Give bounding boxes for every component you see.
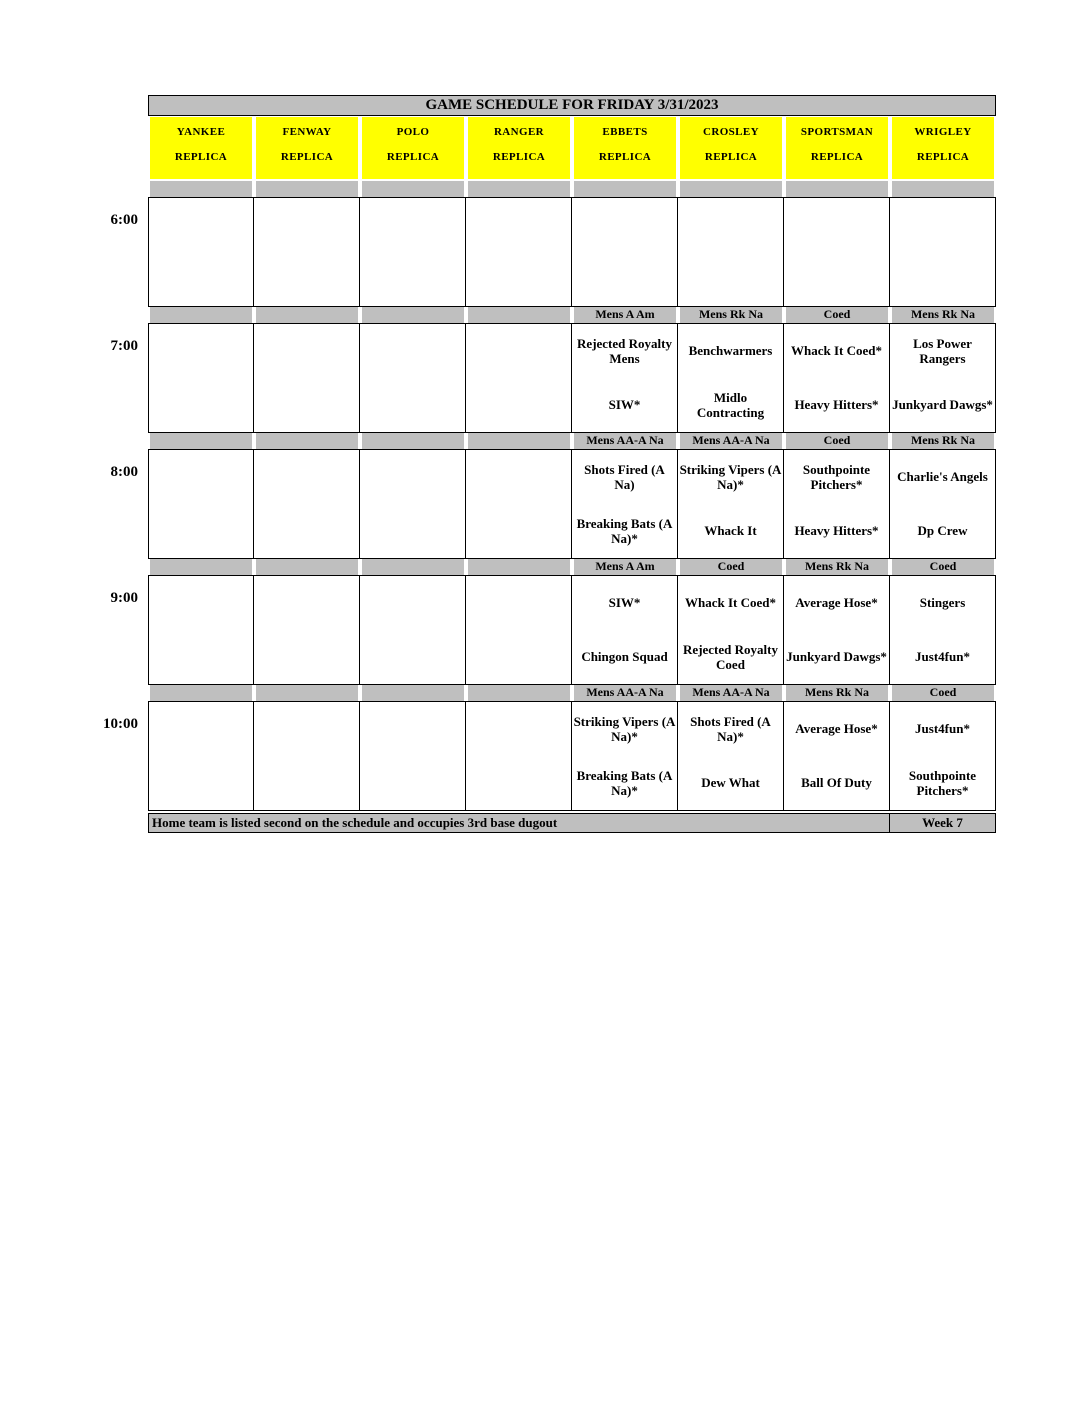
league-label	[150, 181, 252, 197]
league-cell	[890, 685, 996, 701]
league-label: Coed	[680, 559, 782, 575]
away-team	[360, 576, 465, 630]
league-label	[256, 433, 358, 449]
league-label: Mens AA-A Na	[574, 685, 676, 701]
league-row	[0, 685, 996, 701]
field-header-box	[574, 117, 676, 179]
league-label	[150, 433, 252, 449]
field-type: REPLICA	[916, 151, 970, 163]
field-header-box	[256, 117, 358, 179]
field-header-polo	[360, 117, 466, 179]
league-cell	[572, 559, 678, 575]
away-team	[466, 702, 571, 756]
game-cell	[148, 575, 254, 685]
game-cell	[572, 323, 678, 433]
game-cell	[148, 449, 254, 559]
title-row	[0, 95, 996, 116]
league-row	[0, 181, 996, 197]
game-cell	[254, 197, 360, 307]
league-label	[892, 181, 994, 197]
game-cell	[890, 197, 996, 307]
home-team	[254, 504, 359, 558]
game-row	[0, 449, 996, 559]
home-team	[572, 252, 677, 306]
game-cell	[678, 323, 784, 433]
league-cell	[360, 307, 466, 323]
league-cell	[784, 559, 890, 575]
time-label: 7:00	[110, 338, 138, 354]
home-team	[466, 756, 571, 810]
league-cell	[678, 181, 784, 197]
field-header-box	[892, 117, 994, 179]
field-header-fenway	[254, 117, 360, 179]
league-cell	[148, 685, 254, 701]
game-cell	[360, 701, 466, 811]
time-label: 6:00	[110, 212, 138, 228]
league-cell	[784, 307, 890, 323]
game-cell	[784, 197, 890, 307]
home-team: Junkyard Dawgs*	[786, 649, 887, 665]
away-team: Los Power Rangers	[913, 335, 972, 366]
away-team: Striking Vipers (A Na)*	[679, 461, 782, 492]
league-label: Mens AA-A Na	[680, 685, 782, 701]
league-label	[150, 307, 252, 323]
game-cell	[254, 449, 360, 559]
home-team	[466, 504, 571, 558]
home-team	[360, 504, 465, 558]
away-team	[466, 576, 571, 630]
away-team: Just4fun*	[915, 721, 970, 737]
league-cell	[678, 307, 784, 323]
field-type: REPLICA	[386, 151, 440, 163]
league-label	[786, 181, 888, 197]
field-header-box	[468, 117, 570, 179]
game-cell	[360, 575, 466, 685]
league-cell	[360, 685, 466, 701]
away-team	[360, 324, 465, 378]
away-team	[678, 198, 783, 252]
gutter	[0, 813, 148, 833]
away-team	[572, 198, 677, 252]
game-cell	[890, 449, 996, 559]
league-label: Mens Rk Na	[892, 307, 994, 323]
game-cell	[254, 575, 360, 685]
home-team	[254, 756, 359, 810]
gutter	[0, 433, 148, 449]
league-cell	[678, 433, 784, 449]
week-label: Week 7	[890, 813, 996, 833]
home-team: Breaking Bats (A Na)*	[576, 767, 673, 798]
game-cell	[890, 575, 996, 685]
league-cell	[466, 559, 572, 575]
league-label	[256, 307, 358, 323]
game-cell	[678, 701, 784, 811]
home-team	[254, 630, 359, 684]
league-cell	[890, 181, 996, 197]
home-team: Junkyard Dawgs*	[892, 397, 993, 413]
home-team: Ball Of Duty	[801, 775, 872, 791]
away-team: Rejected Royalty Mens	[577, 335, 672, 366]
game-cell	[890, 701, 996, 811]
home-team	[254, 378, 359, 432]
league-label	[150, 559, 252, 575]
field-type: REPLICA	[704, 151, 758, 163]
league-label	[362, 307, 464, 323]
game-row	[0, 197, 996, 307]
league-cell	[148, 307, 254, 323]
away-team: Average Hose*	[795, 721, 878, 737]
field-type: REPLICA	[598, 151, 652, 163]
league-cell	[360, 181, 466, 197]
league-cell	[890, 307, 996, 323]
home-team: Chingon Squad	[581, 649, 668, 665]
league-label	[362, 685, 464, 701]
game-cell	[572, 197, 678, 307]
game-cell	[254, 323, 360, 433]
field-type: REPLICA	[174, 151, 228, 163]
league-cell	[360, 559, 466, 575]
away-team	[254, 324, 359, 378]
away-team: Whack It Coed*	[684, 595, 776, 611]
gutter	[0, 685, 148, 701]
field-type: REPLICA	[810, 151, 864, 163]
league-cell	[148, 559, 254, 575]
away-team: Charlie's Angels	[897, 469, 988, 485]
game-cell	[784, 449, 890, 559]
game-cell	[148, 323, 254, 433]
home-team: Dew What	[701, 775, 760, 791]
gutter	[0, 307, 148, 323]
away-team	[890, 198, 995, 252]
away-team: SIW*	[608, 595, 641, 611]
league-label	[256, 181, 358, 197]
league-cell	[678, 559, 784, 575]
away-team	[466, 324, 571, 378]
league-label: Coed	[892, 559, 994, 575]
home-team: Dp Crew	[917, 523, 968, 539]
time-label: 8:00	[110, 464, 138, 480]
league-cell	[784, 685, 890, 701]
away-team	[254, 576, 359, 630]
footer-row	[0, 813, 996, 833]
league-label	[362, 433, 464, 449]
gutter	[0, 117, 148, 179]
league-cell	[254, 433, 360, 449]
away-team	[360, 450, 465, 504]
game-cell	[360, 323, 466, 433]
league-cell	[572, 685, 678, 701]
league-label	[150, 685, 252, 701]
away-team	[360, 198, 465, 252]
league-label: Coed	[786, 433, 888, 449]
league-label: Mens Rk Na	[786, 559, 888, 575]
away-team	[149, 450, 253, 504]
league-label	[256, 685, 358, 701]
home-team: Southpointe Pitchers*	[908, 767, 977, 798]
away-team	[149, 198, 253, 252]
away-team	[466, 198, 571, 252]
league-label: Mens A Am	[574, 559, 676, 575]
home-team	[149, 252, 253, 306]
game-cell	[466, 449, 572, 559]
home-team	[149, 630, 253, 684]
home-team	[360, 756, 465, 810]
time-label: 9:00	[110, 590, 138, 606]
league-label	[468, 181, 570, 197]
league-label: Mens AA-A Na	[680, 433, 782, 449]
game-cell	[254, 701, 360, 811]
league-cell	[572, 307, 678, 323]
home-team	[890, 252, 995, 306]
home-team: Heavy Hitters*	[794, 397, 879, 413]
game-cell	[784, 575, 890, 685]
league-label: Mens Rk Na	[892, 433, 994, 449]
home-team	[466, 252, 571, 306]
league-cell	[678, 685, 784, 701]
league-label: Coed	[892, 685, 994, 701]
league-cell	[254, 685, 360, 701]
league-cell	[466, 685, 572, 701]
game-row	[0, 701, 996, 811]
away-team: Shots Fired (A Na)*	[690, 713, 771, 744]
league-cell	[466, 181, 572, 197]
field-name: WRIGLEY	[914, 126, 972, 138]
field-name: EBBETS	[602, 126, 648, 138]
home-team	[678, 252, 783, 306]
game-cell	[784, 323, 890, 433]
game-cell	[148, 197, 254, 307]
schedule-title: GAME SCHEDULE FOR FRIDAY 3/31/2023	[148, 95, 996, 116]
home-team	[360, 378, 465, 432]
away-team	[360, 702, 465, 756]
gutter	[0, 95, 148, 116]
gutter	[0, 181, 148, 197]
game-cell	[784, 701, 890, 811]
home-team: Rejected Royalty Coed	[683, 641, 778, 672]
home-team	[149, 378, 253, 432]
home-team: SIW*	[608, 397, 641, 413]
home-team: Breaking Bats (A Na)*	[576, 515, 673, 546]
field-header-crosley	[678, 117, 784, 179]
league-row	[0, 433, 996, 449]
league-label	[468, 433, 570, 449]
league-label	[362, 559, 464, 575]
game-cell	[466, 575, 572, 685]
league-cell	[572, 181, 678, 197]
home-team: Whack It	[704, 523, 757, 539]
league-cell	[466, 307, 572, 323]
game-cell	[572, 575, 678, 685]
game-row	[0, 323, 996, 433]
league-label	[468, 685, 570, 701]
league-label: Mens AA-A Na	[574, 433, 676, 449]
home-team	[466, 378, 571, 432]
game-cell	[360, 449, 466, 559]
home-team	[360, 252, 465, 306]
field-name: SPORTSMAN	[800, 126, 874, 138]
league-label	[574, 181, 676, 197]
game-row	[0, 575, 996, 685]
game-cell	[148, 701, 254, 811]
away-team	[149, 702, 253, 756]
game-cell	[890, 323, 996, 433]
league-cell	[254, 559, 360, 575]
game-cell	[572, 701, 678, 811]
league-cell	[572, 433, 678, 449]
league-label	[362, 181, 464, 197]
field-header-wrigley	[890, 117, 996, 179]
away-team	[149, 576, 253, 630]
home-team	[254, 252, 359, 306]
away-team: Striking Vipers (A Na)*	[573, 713, 676, 744]
field-header-box	[680, 117, 782, 179]
gutter	[0, 559, 148, 575]
field-name: FENWAY	[282, 126, 332, 138]
home-team	[149, 756, 253, 810]
home-team: Midlo Contracting	[696, 389, 765, 420]
home-team: Heavy Hitters*	[794, 523, 879, 539]
field-header-ranger	[466, 117, 572, 179]
game-cell	[678, 449, 784, 559]
field-name: CROSLEY	[703, 126, 759, 138]
away-team	[466, 450, 571, 504]
game-schedule-sheet	[0, 95, 996, 833]
away-team: Whack It Coed*	[790, 343, 882, 359]
home-team: Just4fun*	[915, 649, 970, 665]
game-cell	[466, 701, 572, 811]
league-label: Mens A Am	[574, 307, 676, 323]
league-cell	[254, 181, 360, 197]
game-cell	[572, 449, 678, 559]
league-row	[0, 559, 996, 575]
time-label: 10:00	[103, 716, 138, 732]
league-cell	[254, 307, 360, 323]
field-name: POLO	[396, 126, 430, 138]
field-name: YANKEE	[176, 126, 226, 138]
league-cell	[890, 559, 996, 575]
away-team: Shots Fired (A Na)	[584, 461, 665, 492]
league-label: Coed	[786, 307, 888, 323]
away-team: Southpointe Pitchers*	[802, 461, 871, 492]
footer-note: Home team is listed second on the schedule and occupies 3rd base dugout	[148, 813, 890, 833]
away-team	[254, 450, 359, 504]
league-label	[680, 181, 782, 197]
away-team	[784, 198, 889, 252]
field-header-row	[0, 117, 996, 179]
league-cell	[360, 433, 466, 449]
game-cell	[466, 323, 572, 433]
field-name: RANGER	[493, 126, 545, 138]
league-row	[0, 307, 996, 323]
away-team	[149, 324, 253, 378]
field-header-ebbets	[572, 117, 678, 179]
home-team	[466, 630, 571, 684]
home-team	[360, 630, 465, 684]
league-cell	[148, 181, 254, 197]
game-cell	[678, 197, 784, 307]
league-cell	[466, 433, 572, 449]
away-team	[254, 198, 359, 252]
field-header-box	[150, 117, 252, 179]
field-header-yankee	[148, 117, 254, 179]
away-team	[254, 702, 359, 756]
away-team: Benchwarmers	[688, 343, 773, 359]
field-header-box	[786, 117, 888, 179]
home-team	[784, 252, 889, 306]
league-cell	[890, 433, 996, 449]
field-type: REPLICA	[280, 151, 334, 163]
league-label	[256, 559, 358, 575]
league-label: Mens Rk Na	[680, 307, 782, 323]
game-cell	[360, 197, 466, 307]
league-label	[468, 559, 570, 575]
field-header-box	[362, 117, 464, 179]
league-cell	[784, 181, 890, 197]
game-cell	[678, 575, 784, 685]
field-header-sportsman	[784, 117, 890, 179]
field-type: REPLICA	[492, 151, 546, 163]
league-label: Mens Rk Na	[786, 685, 888, 701]
schedule-body	[0, 181, 996, 811]
home-team	[149, 504, 253, 558]
league-label	[468, 307, 570, 323]
away-team: Stingers	[919, 595, 966, 611]
game-cell	[466, 197, 572, 307]
away-team: Average Hose*	[795, 595, 878, 611]
league-cell	[784, 433, 890, 449]
league-cell	[148, 433, 254, 449]
